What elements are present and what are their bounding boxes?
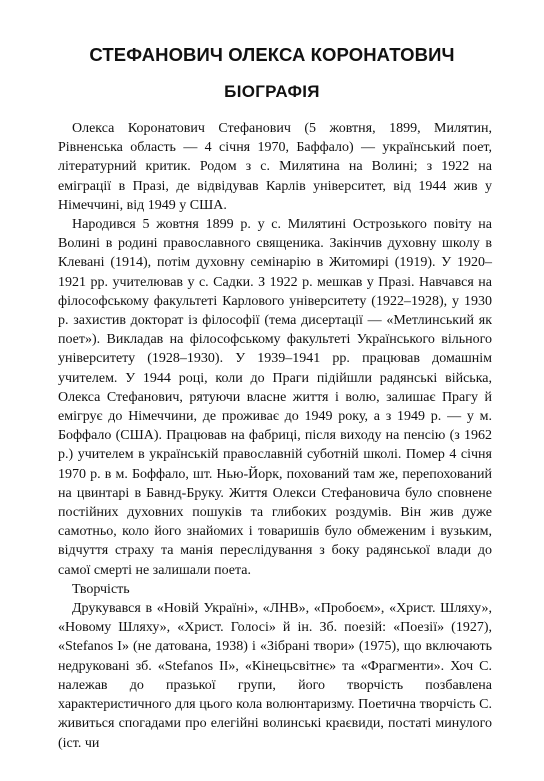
document-body [58,119,492,753]
document-title: СТЕФАНОВИЧ ОЛЕКСА КОРОНАТОВИЧ [89,44,455,65]
section-heading-creativity: Творчість [72,581,130,597]
paragraph-creativity: Друкувався в «Новій Україні», «ЛНВ», «Пробоєм», «Христ. Шляху», «Новому Шляху», «Христ. Голосі» й ін. Зб. поезій: «Поезії» (1927), «Stefanos I» (не датована, 1938) і «Зібрані твори» (1975), що включають недруковані зб. «Stefanos II», «Кінецьсвітнє» та «Фрагменти». Хоч С. належав до празької групи, його творчість позбавлена характеристичного для цього кола волюнтаризму. Поетична творчість С. живиться спогадами про елегійні волинські краєвиди, постаті минулого (іст. чи [58,601,492,751]
paragraph-biography: Народився 5 жовтня 1899 р. у с. Милятині Острозького повіту на Волині в родині православного священика. Закінчив духовну школу в Клевані (1914), потім духовну семінарію в Житомирі (1919). У 1920–1921 рр. учителював у с. Садки. З 1922 р. мешкав у Празі. Навчався на філософському факультеті Карлового університету (1922–1928), у 1930 р. захистив докторат із філософії (тема дисертації — «Метлинський як поет»). Викладав на філософському факультеті Українського вільного університету (1928–1930). У 1939–1941 рр. працював домашнім учителем. У 1944 році, коли до Праги підійшли радянські війська, Олекса Стефанович, рятуючи власне життя і волю, залишає Прагу й емігрує до Німеччини, де проживає до 1949 року, а з 1949 р. — у м. Боффало (США). Працював на фабриці, після виходу на пенсію (з 1962 р.) учителем в українській православній суботній школі. Помер 4 січня 1970 р. в м. Боффало, шт. Нью-Йорк, похований там же, перепохований на цвинтарі в Бавнд-Бруку. Життя Олекси Стефановича було сповнене постійних духовних пошуків та глибоких роздумів. Він жив дуже самотньо, коло його знайомих і товаришів було обмеженим і вузьким, відчуття страху та манія переслідування з боку радянської влади до самої смерті не залишали поета. [58,217,492,578]
document-subtitle: БІОГРАФІЯ [224,82,320,101]
paragraph-intro: Олекса Коронатович Стефанович (5 жовтня, 1899, Милятин, Рівненська область — 4 січня 1970, Баффало) — український поет, літературний критик. Родом з с. Милятина на Волині; з 1922 на еміграції в Празі, де відвідував Карлів університет, від 1944 жив у Німеччині, від 1949 у США. [58,121,492,213]
